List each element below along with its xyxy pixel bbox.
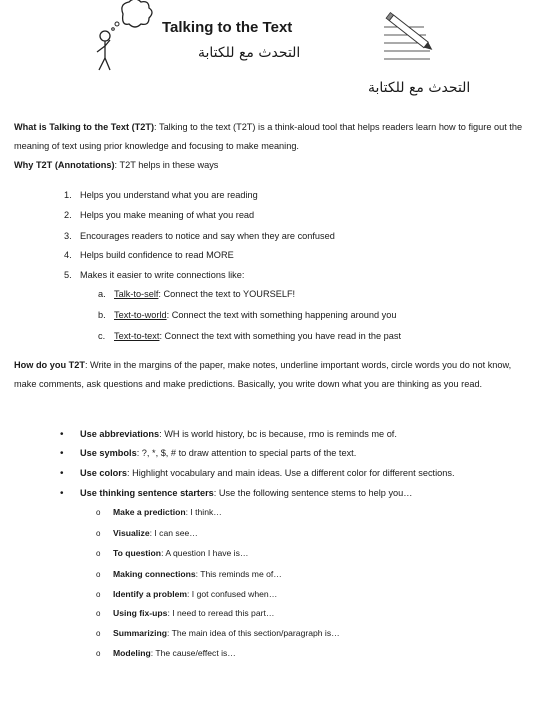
how-paragraph [14,356,524,394]
definition-label: What is Talking to the Text (T2T) [14,122,155,132]
list-item: 5. Makes it easier to write connections like: [64,270,245,280]
definition-paragraph [14,118,524,156]
arabic-subtitle: التحدث مع للكتابة [368,80,471,96]
tip-item: • Use symbols: ?, *, $, # to draw attention to special parts of the text. [60,448,357,459]
starter-item: o Making connections: This reminds me of… [96,569,282,579]
arabic-title: التحدث مع للكتابة [198,45,301,61]
starter-item: o Modeling: The cause/effect is… [96,648,236,658]
starter-item: o Visualize: I can see… [96,528,198,538]
connection-item: b. Text-to-world: Connect the text with something happening around you [98,310,397,320]
starter-item: o Summarizing: The main idea of this section/paragraph is… [96,628,340,638]
how-text: : Write in the margins of the paper, make notes, underline important words, circle words you do not know, make comments, ask questions and make predictions. Basically, you write down what you are thinking as you read. [14,360,512,389]
starter-item: o Make a prediction: I think… [96,507,222,517]
connection-item: c. Text-to-text: Connect the text with something you have read in the past [98,331,402,341]
definition-text: : Talking to the text (T2T) is a think-aloud tool that helps readers learn how to figure out the meaning of text using prior knowledge and focusing to make meaning. [14,122,523,151]
tip-item: • Use abbreviations: WH is world history, bc is because, rmo is reminds me of. [60,429,397,440]
list-item: 2. Helps you make meaning of what you read [64,210,255,220]
tip-item: • Use colors: Highlight vocabulary and main ideas. Use a different color for different sections. [60,468,455,479]
tip-item: • Use thinking sentence starters: Use the following sentence stems to help you… [60,488,413,499]
how-label: How do you T2T [14,360,85,370]
list-item: 1. Helps you understand what you are reading [64,190,258,200]
starter-item: o Identify a problem: I got confused when… [96,589,278,599]
why-heading [14,156,524,175]
starter-item: o Using fix-ups: I need to reread this part… [96,608,275,618]
why-label: Why T2T (Annotations) [14,160,115,170]
page-title: Talking to the Text [162,19,293,36]
why-text: : T2T helps in these ways [114,160,219,170]
list-item: 3. Encourages readers to notice and say when they are confused [64,231,335,241]
starter-item: o To question: A question I have is… [96,548,249,558]
connection-item: a. Talk-to-self: Connect the text to YOURSELF! [98,289,296,299]
thinking-stickman-icon [93,0,157,72]
pencil-notepad-icon [380,5,440,67]
list-item: 4. Helps build confidence to read MORE [64,250,234,260]
